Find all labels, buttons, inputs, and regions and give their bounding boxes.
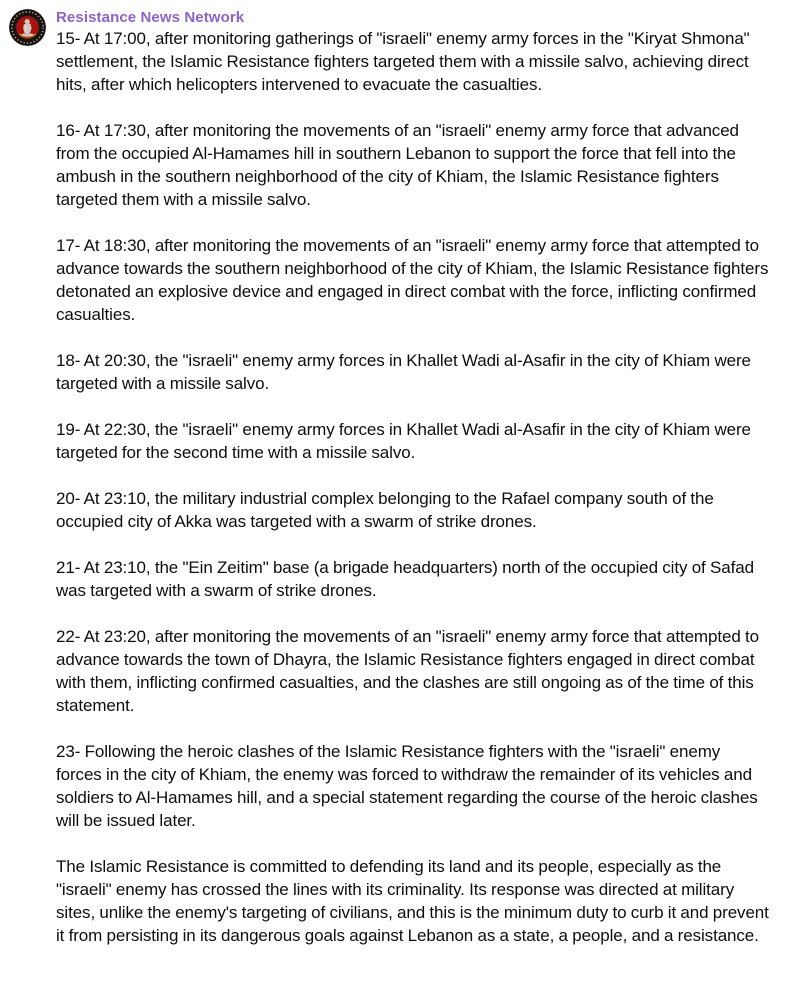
- message-paragraph: 21- At 23:10, the "Ein Zeitim" base (a brigade headquarters) north of the occupied city of Safad was targeted with a swarm of strike drones.: [56, 558, 754, 600]
- message-paragraph: 19- At 22:30, the "israeli" enemy army forces in Khallet Wadi al-Asafir in the city of Khiam were targeted for the second time with a missile salvo.: [56, 420, 751, 462]
- message-paragraph: 15- At 17:00, after monitoring gatherings of "israeli" enemy army forces in the "Kiryat Shmona" settlement, the Islamic Resistance fighters targeted them with a missile salvo, achieving direct hits, after which helicopters intervened to evacuate the casualties.: [56, 29, 750, 94]
- message-paragraph: 20- At 23:10, the military industrial complex belonging to the Rafael company south of the occupied city of Akka was targeted with a swarm of strike drones.: [56, 489, 714, 531]
- message-paragraph: 23- Following the heroic clashes of the Islamic Resistance fighters with the "israeli" enemy forces in the city of Khiam, the enemy was forced to withdraw the remainder of its vehicles and soldiers to Al-Hamames hill, and a special statement regarding the course of the heroic clashes will be issued later.: [56, 742, 758, 830]
- message-content: [56, 8, 770, 947]
- message-paragraph: 17- At 18:30, after monitoring the movements of an "israeli" enemy army force that attempted to advance towards the southern neighborhood of the city of Khiam, the Islamic Resistance fighters detonated an explosive device and engaged in direct combat with the force, inflicting confirmed casualties.: [56, 236, 769, 324]
- channel-avatar[interactable]: [9, 9, 46, 46]
- message-paragraph: 16- At 17:30, after monitoring the movements of an "israeli" enemy army force that advanced from the occupied Al-Hamames hill in southern Lebanon to support the force that fell into the ambush in the southern neighborhood of the city of Khiam, the Islamic Resistance fighters targeted them with a missile salvo.: [56, 121, 739, 209]
- resistance-news-network-emblem-icon: [9, 9, 46, 46]
- message-paragraph: The Islamic Resistance is committed to defending its land and its people, especially as the "israeli" enemy has crossed the lines with its criminality. Its response was directed at military sites, unlike the enemy's targeting of civilians, and this is the minimum duty to curb it and prevent it from persisting in its dangerous goals against Lebanon as a state, a people, and a resistance.: [56, 857, 769, 945]
- message-paragraph: 22- At 23:20, after monitoring the movements of an "israeli" enemy army force that attempted to advance towards the town of Dhayra, the Islamic Resistance fighters engaged in direct combat with them, inflicting confirmed casualties, and the clashes are still ongoing as of the time of this statement.: [56, 627, 759, 715]
- channel-name[interactable]: Resistance News Network: [56, 9, 245, 26]
- message-text: [56, 27, 770, 947]
- message-paragraph: 18- At 20:30, the "israeli" enemy army forces in Khallet Wadi al-Asafir in the city of Khiam were targeted with a missile salvo.: [56, 351, 751, 393]
